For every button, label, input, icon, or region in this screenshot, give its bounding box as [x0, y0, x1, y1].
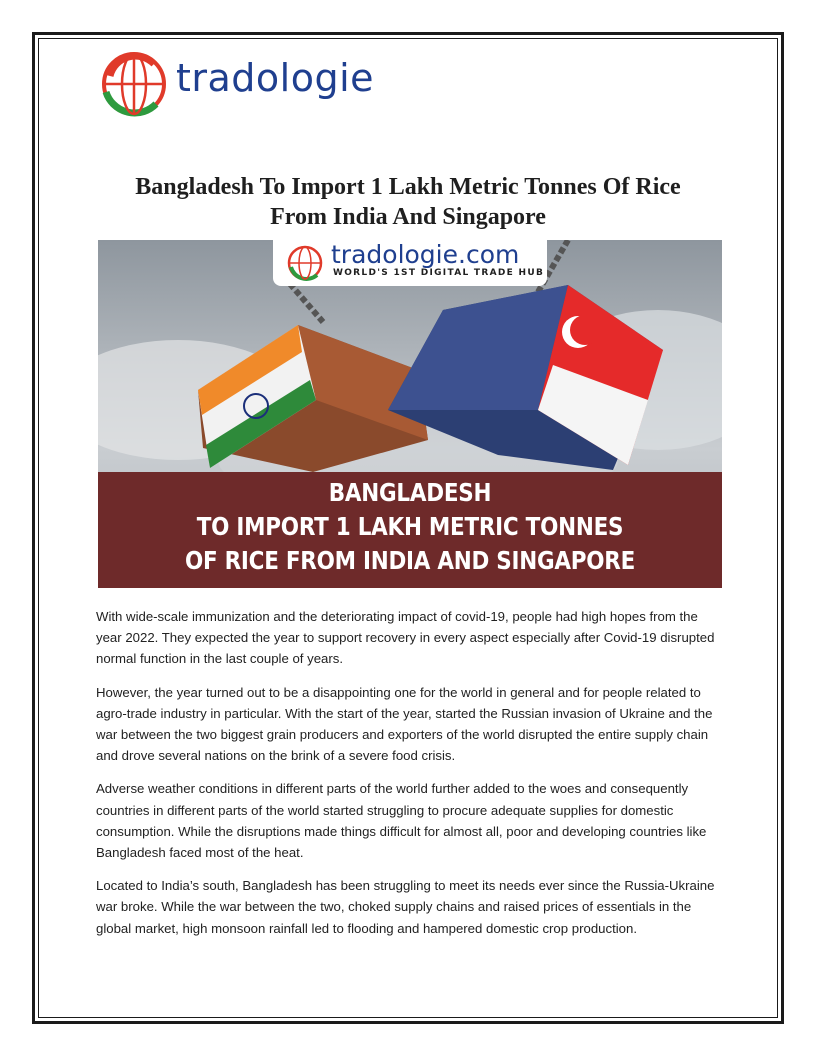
title-line-2: From India And Singapore	[270, 204, 546, 230]
headline-line-3: OF RICE FROM INDIA AND SINGAPORE	[184, 546, 636, 575]
globe-small-icon	[283, 243, 327, 283]
tradologie-logo	[96, 46, 376, 122]
paragraph: Located to India’s south, Bangladesh has been struggling to meet its needs ever since the Russia-Ukraine war broke. While the war between the two, choked supply chains and raised prices of essentials in the global market, high monsoon rainfall led to flooding and hampered domestic crop production.	[96, 878, 715, 936]
paragraph: Adverse weather conditions in different parts of the world further added to the woes and consequently countries in different parts of the world started struggling to procure adequate supplies for domestic consumption. While the disruptions made things difficult for almost all, poor and developing countries like Bangladesh faced most of the heat.	[96, 781, 707, 861]
paragraph: With wide-scale immunization and the deteriorating impact of covid-19, people had high hopes from the year 2022. They expected the year to support recovery in every aspect especially after Covid-19 disrupted normal function in the last couple of years.	[96, 609, 715, 667]
article-banner-image	[98, 240, 722, 588]
banner-brand-name: tradologie.com	[331, 240, 520, 269]
logo-wordmark: tradologie	[176, 56, 375, 100]
banner-brand-box	[273, 240, 547, 286]
banner-headline-band	[98, 472, 722, 588]
headline-line-1: BANGLADESH	[328, 478, 492, 507]
headline-line-2: TO IMPORT 1 LAKH METRIC TONNES	[196, 512, 624, 541]
banner-brand-tagline: WORLD'S 1ST DIGITAL TRADE HUB	[333, 268, 545, 278]
title-line-1: Bangladesh To Import 1 Lakh Metric Tonnes Of Rice	[135, 174, 681, 200]
paragraph: However, the year turned out to be a disappointing one for the world in general and for people related to agro-trade industry in particular. With the start of the year, started the Russian invasion of Ukraine and the war between the two biggest grain producers and exporters of the world disrupted the entire supply chain and drove several nations on the brink of a severe food crisis.	[96, 684, 713, 764]
article-title	[96, 172, 720, 232]
article-body	[96, 606, 724, 951]
globe-logo-icon	[96, 46, 176, 122]
